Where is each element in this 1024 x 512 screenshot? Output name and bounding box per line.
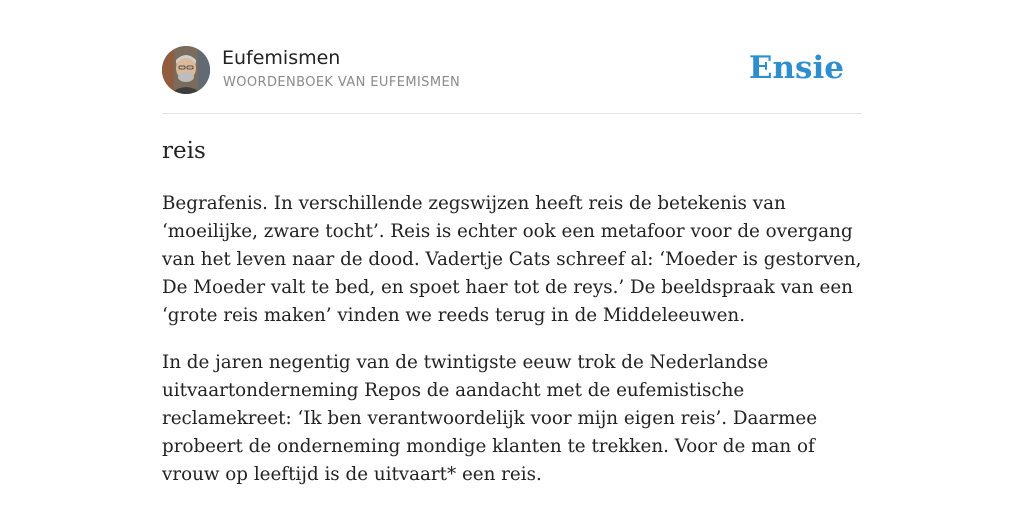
entry-paragraph-1: Begrafenis. In verschillende zegswijzen heeft reis de betekenis van ‘moeilijke, zware tocht’. Reis is echter ook een metafoor voor de overgang van het leven naar de dood. Vadertje Cats schreef al: ‘Moeder is gestorven, De Moeder valt te bed, en spoet haer tot de reys.’ De beeldspraak van een ‘grote reis maken’ vinden we reeds terug in de Middeleeuwen. [162, 193, 862, 326]
header-divider [162, 113, 862, 114]
brand-logo[interactable]: Ensie [748, 50, 844, 86]
entry-paragraph-2: In de jaren negentig van de twintigste eeuw trok de Nederlandse uitvaartonderneming Repos de aandacht met de eufemistische reclamekreet: ‘Ik ben verantwoordelijk voor mijn eigen reis’. Daarmee probeert de onderneming mondige klanten te trekken. Voor de man of vrouw op leeftijd is de uitvaart* een reis. [162, 352, 818, 485]
entry-title: reis [162, 138, 206, 164]
avatar[interactable] [162, 46, 210, 94]
header [162, 46, 862, 96]
dictionary-name[interactable]: WOORDENBOEK VAN EUFEMISMEN [223, 75, 461, 90]
author-name[interactable]: Eufemismen [222, 47, 341, 69]
avatar-portrait-icon [162, 46, 210, 94]
